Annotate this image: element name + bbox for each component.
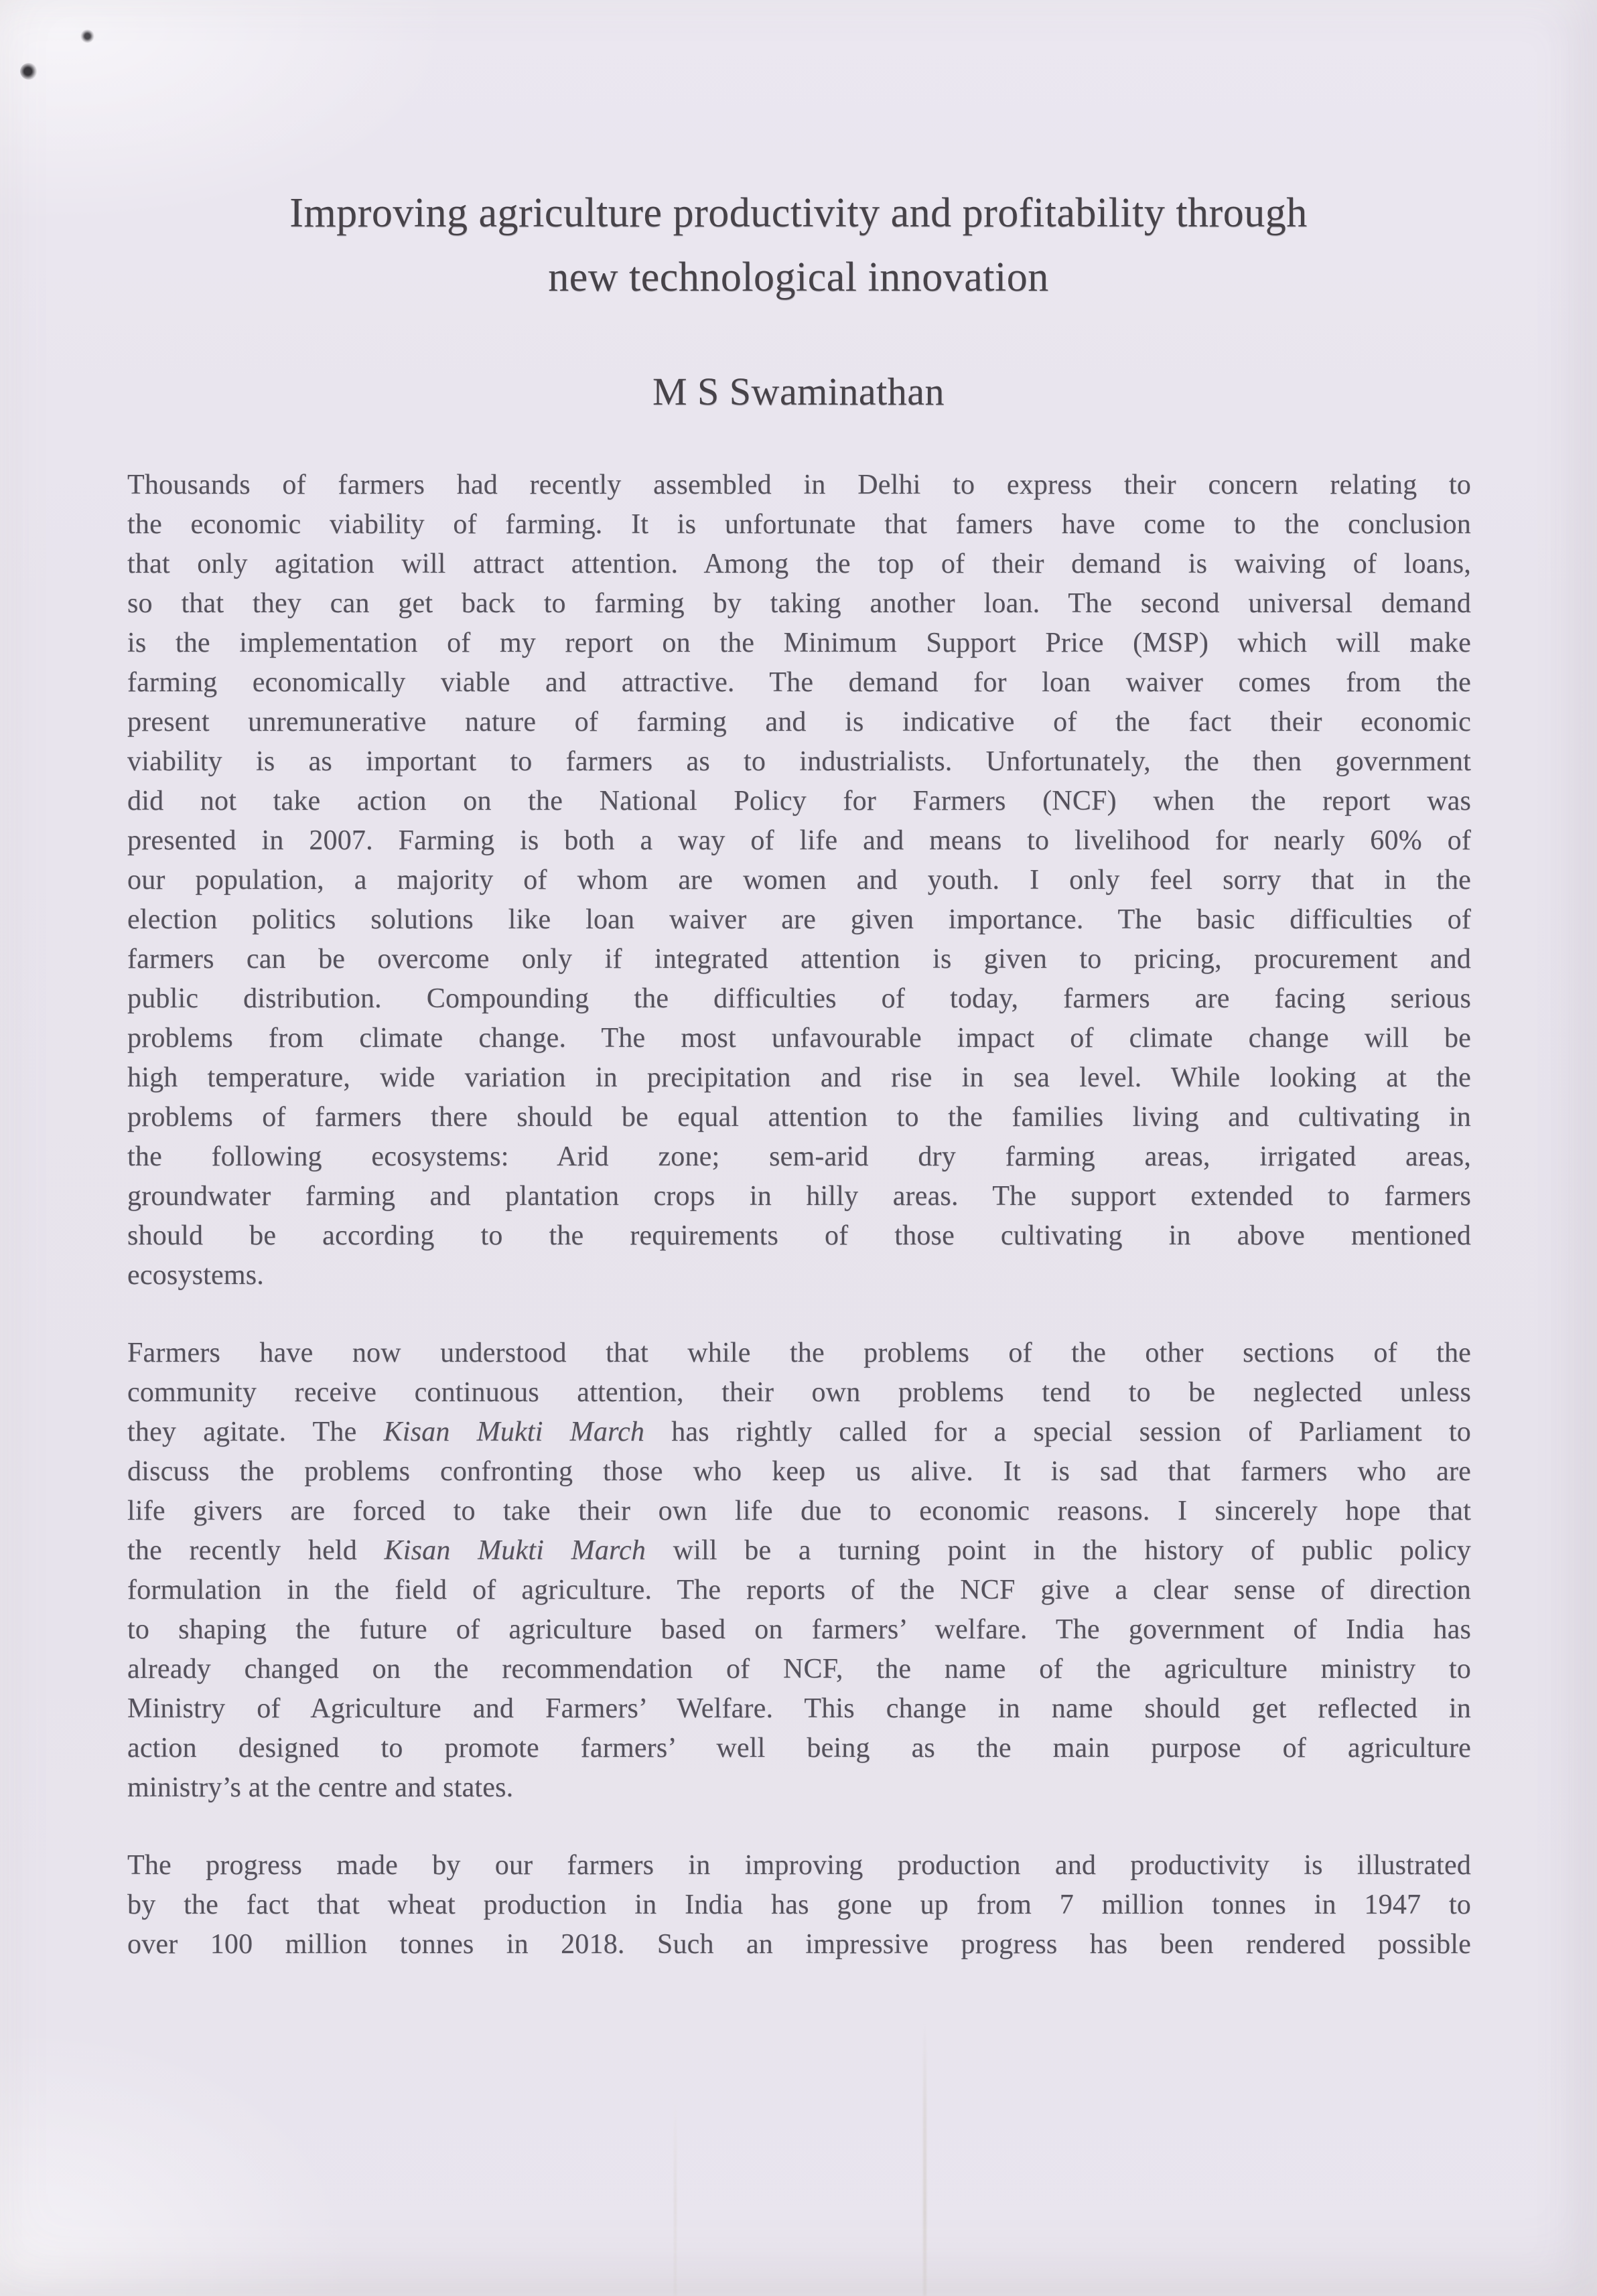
italic-text-run: Kisan Mukti March <box>384 1535 646 1566</box>
text-line <box>127 663 1471 703</box>
document-body <box>127 465 1471 1964</box>
text-line <box>127 545 1471 584</box>
text-run: will be a turning point in the history of public policy <box>646 1535 1471 1566</box>
text-line <box>127 1256 1471 1295</box>
text-line <box>127 1098 1471 1137</box>
text-run: has rightly called for a special session of Parliament to <box>644 1417 1471 1447</box>
text-run: that only agitation will attract attention. Among the top of their demand is waiving of loans, <box>127 549 1471 579</box>
text-line <box>127 1019 1471 1058</box>
italic-text-run: Kisan Mukti March <box>383 1417 645 1447</box>
text-run: is the implementation of my report on the Minimum Support Price (MSP) which will make <box>127 628 1471 658</box>
text-run: present unremunerative nature of farming and is indicative of the fact their economic <box>127 707 1471 737</box>
text-run: The progress made by our farmers in improving production and productivity is illustrated <box>127 1850 1471 1881</box>
text-run: ministry’s at the centre and states. <box>127 1772 514 1803</box>
text-line <box>127 1413 1471 1452</box>
text-line <box>127 1373 1471 1413</box>
text-run: should be according to the requirements of those cultivating in above mentioned <box>127 1220 1471 1251</box>
text-line <box>127 465 1471 505</box>
text-run: over 100 million tonnes in 2018. Such an impressive progress has been rendered possible <box>127 1929 1471 1960</box>
author-name: M S Swaminathan <box>652 370 945 413</box>
text-run: high temperature, wide variation in precipitation and rise in sea level. While looking at the <box>127 1062 1471 1093</box>
text-line <box>127 940 1471 979</box>
text-line <box>127 1137 1471 1177</box>
text-run: they agitate. The <box>127 1417 384 1447</box>
text-line <box>127 703 1471 742</box>
paper-crease <box>674 2103 677 2296</box>
text-line <box>127 900 1471 940</box>
paper-crease <box>923 2023 926 2296</box>
text-line <box>127 1216 1471 1256</box>
text-run: public distribution. Compounding the difficulties of today, farmers are facing serious <box>127 983 1471 1014</box>
text-run: already changed on the recommendation of NCF, the name of the agriculture ministry to <box>127 1654 1471 1684</box>
text-line <box>127 584 1471 624</box>
paragraph <box>127 465 1471 1295</box>
text-run: Farmers have now understood that while the problems of the other sections of the <box>127 1338 1471 1368</box>
document-title-line-1: Improving agriculture productivity and profitability through <box>289 190 1308 236</box>
text-run: action designed to promote farmers’ well being as the main purpose of agriculture <box>127 1733 1471 1764</box>
text-line <box>127 1334 1471 1373</box>
text-run: discuss the problems confronting those who keep us alive. It is sad that farmers who are <box>127 1456 1471 1487</box>
text-line <box>127 1650 1471 1689</box>
text-run: did not take action on the National Policy for Farmers (NCF) when the report was <box>127 786 1471 816</box>
text-run: so that they can get back to farming by taking another loan. The second universal demand <box>127 588 1471 619</box>
text-run: farming economically viable and attractive. The demand for loan waiver comes from the <box>127 667 1471 698</box>
text-run: the recently held <box>127 1535 385 1566</box>
text-run: problems from climate change. The most unfavourable impact of climate change will be <box>127 1023 1471 1054</box>
staple-mark <box>80 29 94 43</box>
text-line <box>127 1768 1471 1808</box>
text-line <box>127 1452 1471 1492</box>
text-line <box>127 861 1471 900</box>
text-run: farmers can be overcome only if integrated attention is given to pricing, procurement and <box>127 944 1471 975</box>
text-run: life givers are forced to take their own life due to economic reasons. I sincerely hope that <box>127 1496 1471 1526</box>
text-line <box>127 979 1471 1019</box>
text-line <box>127 1492 1471 1531</box>
text-line <box>127 1846 1471 1885</box>
document-title-line-2: new technological innovation <box>548 255 1049 300</box>
text-run: formulation in the field of agriculture. The reports of the NCF give a clear sense of direction <box>127 1575 1471 1605</box>
text-line <box>127 742 1471 782</box>
text-line <box>127 505 1471 545</box>
text-line <box>127 1531 1471 1571</box>
text-run: community receive continuous attention, their own problems tend to be neglected unless <box>127 1377 1471 1408</box>
text-line <box>127 1689 1471 1729</box>
text-run: election politics solutions like loan waiver are given importance. The basic difficulties of <box>127 904 1471 935</box>
text-line <box>127 1885 1471 1925</box>
paragraph <box>127 1846 1471 1964</box>
text-line <box>127 782 1471 821</box>
text-line <box>127 1058 1471 1098</box>
text-run: our population, a majority of whom are women and youth. I only feel sorry that in the <box>127 865 1471 895</box>
text-line <box>127 624 1471 663</box>
text-line <box>127 1177 1471 1216</box>
text-run: viability is as important to farmers as to industrialists. Unfortunately, the then government <box>127 746 1471 777</box>
text-line <box>127 1571 1471 1610</box>
text-run: groundwater farming and plantation crops in hilly areas. The support extended to farmers <box>127 1181 1471 1212</box>
staple-mark <box>20 63 38 80</box>
text-run: by the fact that wheat production in India has gone up from 7 million tonnes in 1947 to <box>127 1889 1471 1920</box>
text-run: to shaping the future of agriculture based on farmers’ welfare. The government of India has <box>127 1614 1471 1645</box>
text-run: ecosystems. <box>127 1260 264 1291</box>
text-run: Ministry of Agriculture and Farmers’ Welfare. This change in name should get reflected in <box>127 1693 1471 1724</box>
text-line <box>127 1729 1471 1768</box>
text-run: the economic viability of farming. It is unfortunate that famers have come to the conclusion <box>127 509 1471 540</box>
text-run: the following ecosystems: Arid zone; sem-arid dry farming areas, irrigated areas, <box>127 1141 1471 1172</box>
text-line <box>127 1610 1471 1650</box>
text-line <box>127 821 1471 861</box>
document-title <box>40 181 1557 309</box>
text-line <box>127 1925 1471 1964</box>
text-run: problems of farmers there should be equal attention to the families living and cultivating in <box>127 1102 1471 1133</box>
text-run: presented in 2007. Farming is both a way of life and means to livelihood for nearly 60% of <box>127 825 1471 856</box>
paragraph <box>127 1334 1471 1808</box>
text-run: Thousands of farmers had recently assembled in Delhi to express their concern relating to <box>127 470 1471 500</box>
